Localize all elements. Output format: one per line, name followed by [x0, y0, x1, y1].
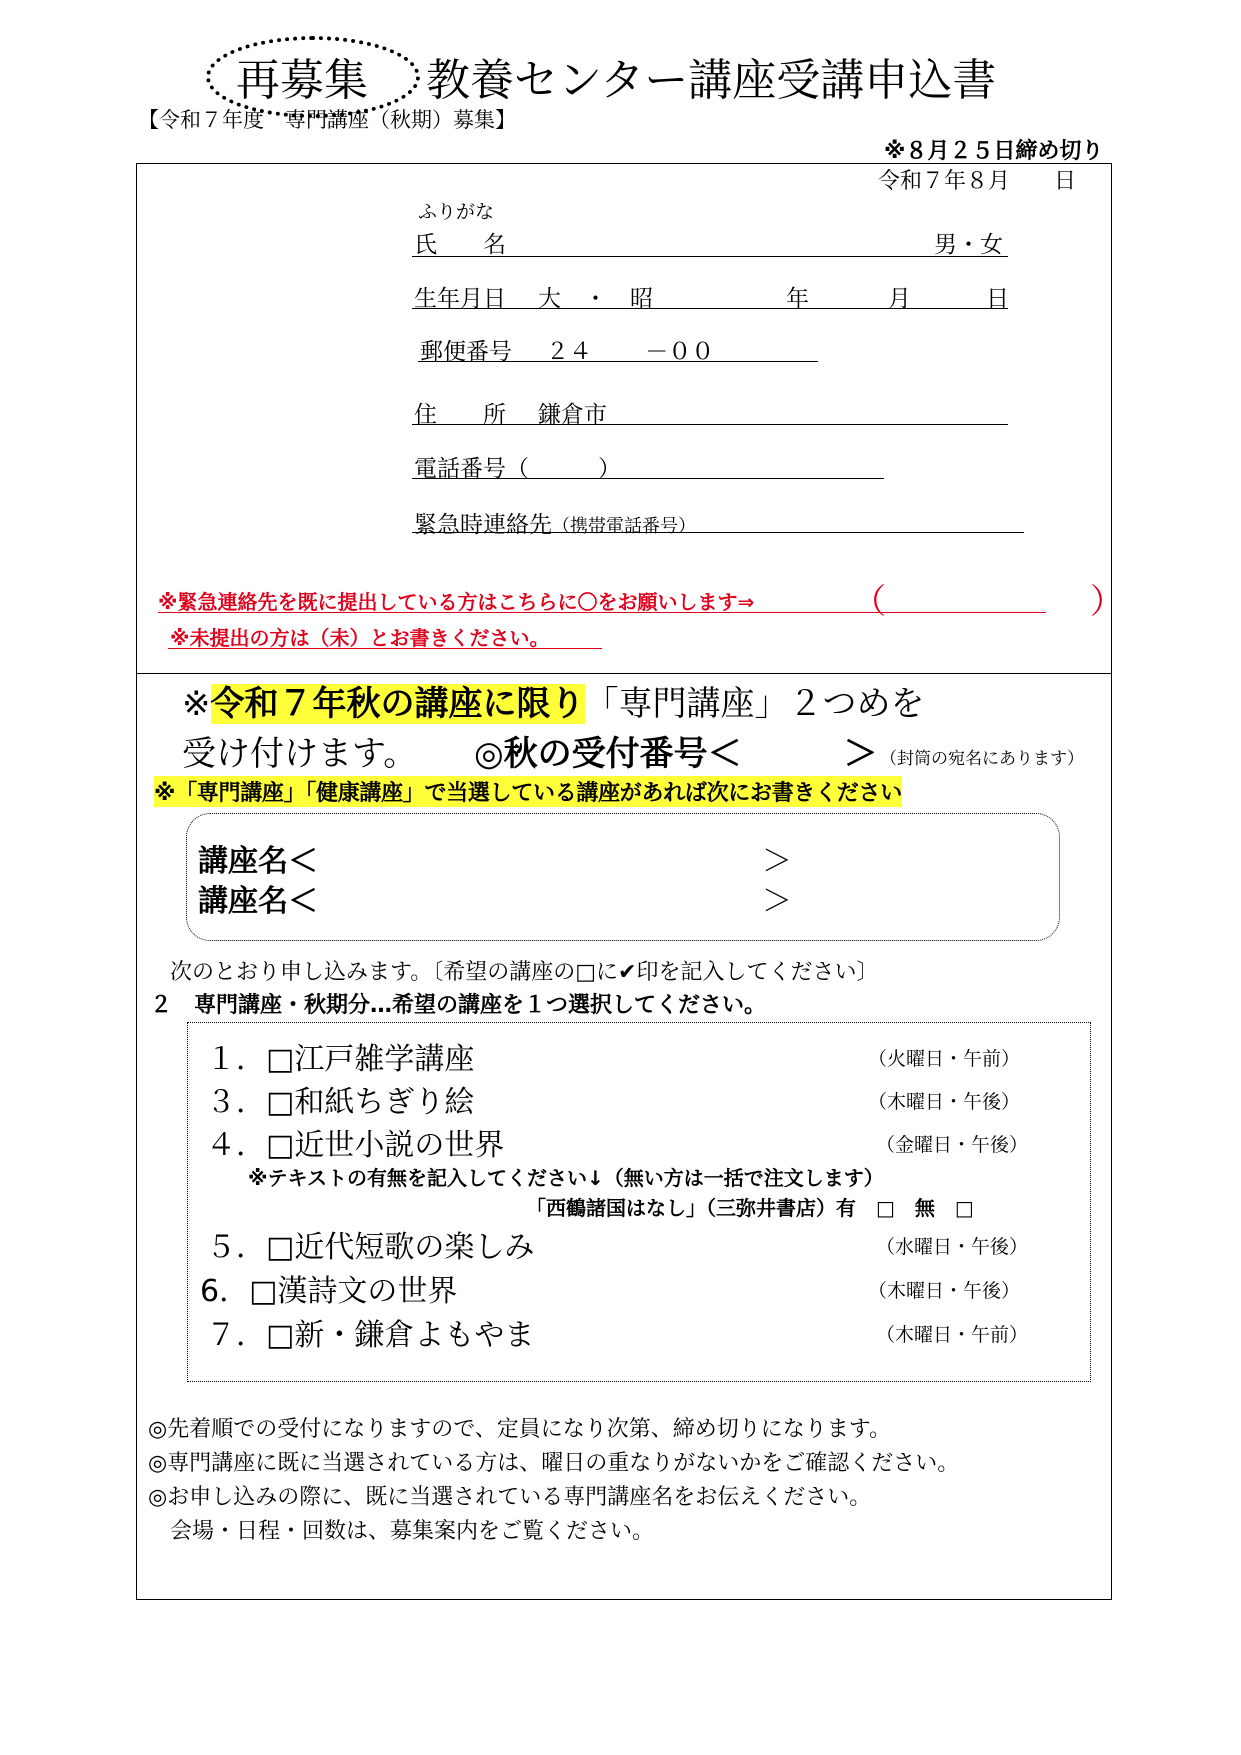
course-name-1[interactable]: 講座名＜: [198, 844, 318, 879]
address-value: 鎌倉市: [538, 402, 607, 428]
phone-field[interactable]: [412, 478, 884, 479]
course-time-1: （火曜日・午前）: [868, 1048, 1021, 1070]
birth-label: 生年月日: [414, 286, 506, 312]
footer-note-2: ◎専門講座に既に当選されている方は、曜日の重なりがないかをご確認ください。: [148, 1451, 960, 1476]
course-time-4: （金曜日・午後）: [876, 1134, 1029, 1156]
textbook-note: ※テキストの有無を記入してください↓（無い方は一括で注文します）: [248, 1166, 884, 1190]
notice-line-2a: 受け付けます。: [182, 734, 418, 774]
section-divider: [136, 673, 1112, 674]
apply-instruction: 次のとおり申し込みます。〔希望の講座の□に✔印を記入してください〕: [170, 960, 879, 985]
footer-note-1: ◎先着順での受付になりますので、定員になり次第、締め切りになります。: [148, 1417, 891, 1442]
postal-value: ２４ －００: [546, 339, 715, 365]
address-label: 住 所: [414, 402, 506, 428]
name-label: 氏 名: [414, 232, 506, 258]
course-option-7[interactable]: ７．□新・鎌倉よもやま: [206, 1318, 535, 1353]
subtitle: 【令和７年度 専門講座（秋期）募集】: [138, 108, 516, 132]
emergency-circle-field[interactable]: （ ）: [852, 582, 1124, 622]
course-name-1-close: ＞: [762, 844, 792, 879]
furigana-label: ふりがな: [418, 201, 495, 223]
birth-year-label: 年: [786, 286, 809, 312]
unsubmitted-note-underline: [168, 648, 602, 649]
course-option-5[interactable]: ５．□近代短歌の楽しみ: [206, 1230, 535, 1265]
gender-options[interactable]: 男・女: [934, 232, 1003, 258]
postal-label: 郵便番号: [420, 339, 512, 365]
phone-label: 電話番号（ ）: [414, 456, 621, 482]
course-option-4[interactable]: ４．□近世小説の世界: [206, 1128, 505, 1163]
course-option-3[interactable]: ３．□和紙ちぎり絵: [206, 1085, 475, 1120]
name-field[interactable]: [412, 256, 1008, 257]
page-title: 教養センター講座受講申込書: [426, 55, 997, 106]
emergency-label: [414, 506, 696, 539]
footer-note-4: 会場・日程・回数は、募集案内をご覧ください。: [148, 1519, 655, 1544]
emergency-field[interactable]: [412, 532, 1024, 533]
birth-field[interactable]: [412, 308, 1008, 309]
section-title: ２ 専門講座・秋期分…希望の講座を１つ選択してください。: [150, 993, 767, 1018]
course-time-3: （木曜日・午後）: [868, 1091, 1021, 1113]
birth-era-options[interactable]: 大 ・ 昭: [538, 286, 653, 312]
course-time-6: （木曜日・午後）: [868, 1280, 1021, 1302]
emergency-label-main: 緊急時連絡先: [414, 512, 552, 538]
notice-line-1-suffix: 「専門講座」２つめを: [584, 684, 925, 724]
badge-text: 再募集: [236, 55, 368, 106]
emergency-label-note: （携帯電話番号）: [552, 516, 696, 537]
application-date: 令和７年８月 日: [878, 169, 1077, 194]
birth-day-label: 日: [986, 286, 1009, 312]
notice-line-1: [182, 676, 925, 725]
notice-line-3: ※「専門講座」「健康講座」で当選している講座があれば次にお書きください: [154, 776, 902, 807]
unsubmitted-note: ※未提出の方は（未）とお書きください。: [170, 626, 550, 650]
textbook-choice[interactable]: 「西鶴諸国はなし」（三弥井書店）有 □ 無 □: [526, 1196, 974, 1220]
course-time-5: （水曜日・午後）: [876, 1236, 1029, 1258]
deadline: ※８月２５日締め切り: [884, 139, 1104, 164]
course-option-6[interactable]: 6．□漢詩文の世界: [200, 1274, 458, 1309]
birth-month-label: 月: [888, 286, 911, 312]
notice-line-1-prefix: ※: [182, 684, 211, 724]
course-option-1[interactable]: １．□江戸雑学講座: [206, 1042, 475, 1077]
course-name-2-close: ＞: [762, 884, 792, 919]
emergency-circle-underline: [158, 612, 1046, 613]
notice-line-1-highlight: 令和７年秋の講座に限り: [210, 684, 585, 724]
reception-number-note: （封筒の宛名にあります）: [880, 749, 1084, 769]
course-time-7: （木曜日・午前）: [876, 1324, 1029, 1346]
footer-note-3: ◎お申し込みの際に、既に当選されている専門講座名をお伝えください。: [148, 1485, 872, 1510]
address-field[interactable]: [412, 424, 1008, 425]
course-name-2[interactable]: 講座名＜: [198, 884, 318, 919]
reception-number[interactable]: ◎秋の受付番号＜ ＞: [474, 734, 878, 774]
emergency-submitted-note: ※緊急連絡先を既に提出している方はこちらに〇をお願いします⇒: [158, 590, 755, 614]
postal-field[interactable]: [418, 361, 818, 362]
